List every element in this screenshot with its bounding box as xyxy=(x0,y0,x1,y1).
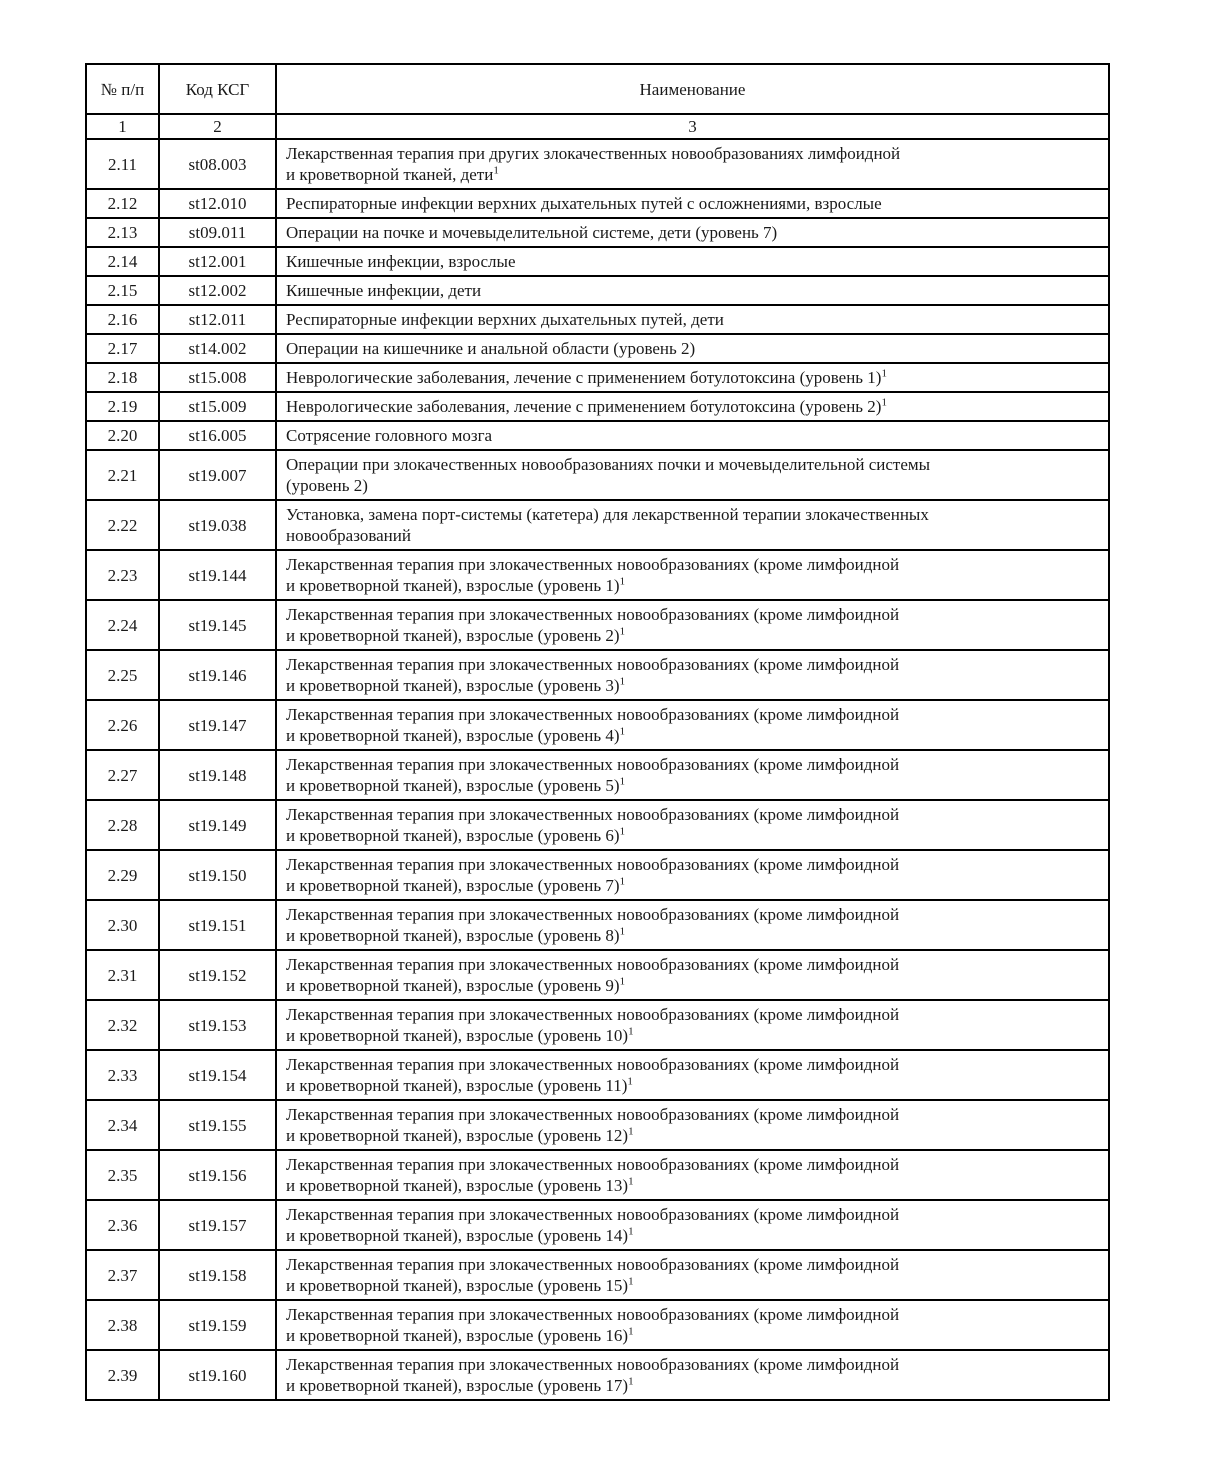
table-row xyxy=(86,1250,1109,1300)
ksg-code-cell: st19.158 xyxy=(159,1250,276,1300)
row-number-cell: 2.36 xyxy=(86,1200,159,1250)
footnote-marker: 1 xyxy=(628,1175,634,1188)
column-number-3: 3 xyxy=(276,114,1109,139)
table-row xyxy=(86,1100,1109,1150)
row-number-cell: 2.38 xyxy=(86,1300,159,1350)
row-number-cell: 2.11 xyxy=(86,139,159,189)
name-cell: Лекарственная терапия при злокачественных новообразованиях (кроме лимфоидной и кроветворной тканей), взрослые (уровень 8)$^1$ xyxy=(276,900,1109,950)
table-row xyxy=(86,1000,1109,1050)
footnote-marker: 1 xyxy=(881,396,887,409)
numbering-row xyxy=(86,114,1109,139)
row-number-cell: 2.33 xyxy=(86,1050,159,1100)
name-cell: Лекарственная терапия при злокачественных новообразованиях (кроме лимфоидной и кроветворной тканей), взрослые (уровень 3)$^1$ xyxy=(276,650,1109,700)
column-header-name: Наименование xyxy=(276,64,1109,114)
name-cell: Операции на почке и мочевыделительной системе, дети (уровень 7) xyxy=(276,218,1109,247)
footnote-marker: 1 xyxy=(619,925,626,938)
table-row xyxy=(86,850,1109,900)
table-row xyxy=(86,421,1109,450)
row-number-cell: 2.35 xyxy=(86,1150,159,1200)
ksg-code-cell: st12.001 xyxy=(159,247,276,276)
row-number-cell: 2.21 xyxy=(86,450,159,500)
ksg-code-cell: st15.009 xyxy=(159,392,276,421)
name-cell: Лекарственная терапия при злокачественных новообразованиях (кроме лимфоидной и кроветворной тканей), взрослые (уровень 6)$^1$ xyxy=(276,800,1109,850)
name-cell: Лекарственная терапия при злокачественных новообразованиях (кроме лимфоидной и кроветворной тканей), взрослые (уровень 10)$^1$ xyxy=(276,1000,1109,1050)
footnote-marker: 1 xyxy=(619,825,626,838)
row-number-cell: 2.37 xyxy=(86,1250,159,1300)
ksg-code-cell: st19.154 xyxy=(159,1050,276,1100)
table-row xyxy=(86,450,1109,500)
name-cell: Сотрясение головного мозга xyxy=(276,421,1109,450)
footnote-marker: 1 xyxy=(619,625,626,638)
ksg-code-cell: st19.152 xyxy=(159,950,276,1000)
footnote-marker: 1 xyxy=(628,1325,634,1338)
name-cell: Лекарственная терапия при злокачественных новообразованиях (кроме лимфоидной и кроветворной тканей), взрослые (уровень 5)$^1$ xyxy=(276,750,1109,800)
row-number-cell: 2.15 xyxy=(86,276,159,305)
ksg-code-cell: st19.156 xyxy=(159,1150,276,1200)
ksg-code-cell: st15.008 xyxy=(159,363,276,392)
table-row xyxy=(86,600,1109,650)
table-row xyxy=(86,1200,1109,1250)
footnote-marker: 1 xyxy=(493,164,499,177)
footnote-marker: 1 xyxy=(628,1275,634,1288)
ksg-code-cell: st16.005 xyxy=(159,421,276,450)
name-cell: Лекарственная терапия при злокачественных новообразованиях (кроме лимфоидной и кроветворной тканей), взрослые (уровень 12)$^1$ xyxy=(276,1100,1109,1150)
table-row xyxy=(86,189,1109,218)
footnote-marker: 1 xyxy=(628,1025,634,1038)
ksg-code-cell: st08.003 xyxy=(159,139,276,189)
header-row xyxy=(86,64,1109,114)
footnote-marker: 1 xyxy=(628,1125,634,1138)
footnote-marker: 1 xyxy=(627,1075,633,1088)
row-number-cell: 2.14 xyxy=(86,247,159,276)
ksg-code-cell: st19.149 xyxy=(159,800,276,850)
ksg-code-cell: st19.155 xyxy=(159,1100,276,1150)
row-number-cell: 2.39 xyxy=(86,1350,159,1400)
name-cell: Респираторные инфекции верхних дыхательных путей, дети xyxy=(276,305,1109,334)
row-number-cell: 2.12 xyxy=(86,189,159,218)
row-number-cell: 2.28 xyxy=(86,800,159,850)
name-cell: Лекарственная терапия при злокачественных новообразованиях (кроме лимфоидной и кроветворной тканей), взрослые (уровень 4)$^1$ xyxy=(276,700,1109,750)
footnote-marker: 1 xyxy=(619,875,626,888)
row-number-cell: 2.20 xyxy=(86,421,159,450)
row-number-cell: 2.24 xyxy=(86,600,159,650)
table-row xyxy=(86,500,1109,550)
row-number-cell: 2.29 xyxy=(86,850,159,900)
ksg-code-cell: st12.010 xyxy=(159,189,276,218)
ksg-code-cell: st19.150 xyxy=(159,850,276,900)
footnote-marker: 1 xyxy=(619,975,626,988)
ksg-code-cell: st19.144 xyxy=(159,550,276,600)
table-row xyxy=(86,334,1109,363)
name-cell: Лекарственная терапия при злокачественных новообразованиях (кроме лимфоидной и кроветворной тканей), взрослые (уровень 17)$^1$ xyxy=(276,1350,1109,1400)
row-number-cell: 2.13 xyxy=(86,218,159,247)
name-cell: Установка, замена порт-системы (катетера) для лекарственной терапии злокачественных новообразований xyxy=(276,500,1109,550)
footnote-marker: 1 xyxy=(619,725,626,738)
column-number-1: 1 xyxy=(86,114,159,139)
table-row xyxy=(86,1150,1109,1200)
ksg-code-cell: st12.011 xyxy=(159,305,276,334)
ksg-code-cell: st19.145 xyxy=(159,600,276,650)
table-row xyxy=(86,1300,1109,1350)
ksg-code-cell: st19.159 xyxy=(159,1300,276,1350)
table-row xyxy=(86,1050,1109,1100)
ksg-code-cell: st12.002 xyxy=(159,276,276,305)
name-cell: Лекарственная терапия при злокачественных новообразованиях (кроме лимфоидной и кроветворной тканей), взрослые (уровень 1)$^1$ xyxy=(276,550,1109,600)
row-number-cell: 2.17 xyxy=(86,334,159,363)
name-cell: Лекарственная терапия при злокачественных новообразованиях (кроме лимфоидной и кроветворной тканей), взрослые (уровень 16)$^1$ xyxy=(276,1300,1109,1350)
row-number-cell: 2.19 xyxy=(86,392,159,421)
ksg-code-cell: st19.157 xyxy=(159,1200,276,1250)
ksg-code-cell: st09.011 xyxy=(159,218,276,247)
row-number-cell: 2.31 xyxy=(86,950,159,1000)
table-row xyxy=(86,276,1109,305)
name-cell: Лекарственная терапия при злокачественных новообразованиях (кроме лимфоидной и кроветворной тканей), взрослые (уровень 15)$^1$ xyxy=(276,1250,1109,1300)
table-row xyxy=(86,700,1109,750)
name-cell: Неврологические заболевания, лечение с применением ботулотоксина (уровень 2)$^1$ xyxy=(276,392,1109,421)
table-row xyxy=(86,900,1109,950)
row-number-cell: 2.30 xyxy=(86,900,159,950)
footnote-marker: 1 xyxy=(619,675,626,688)
column-number-2: 2 xyxy=(159,114,276,139)
footnote-marker: 1 xyxy=(619,775,626,788)
table-body xyxy=(86,139,1109,1400)
table-row xyxy=(86,218,1109,247)
table-header xyxy=(86,64,1109,139)
ksg-code-cell: st19.146 xyxy=(159,650,276,700)
table-row xyxy=(86,650,1109,700)
name-cell: Лекарственная терапия при злокачественных новообразованиях (кроме лимфоидной и кроветворной тканей), взрослые (уровень 7)$^1$ xyxy=(276,850,1109,900)
row-number-cell: 2.18 xyxy=(86,363,159,392)
table-row xyxy=(86,550,1109,600)
row-number-cell: 2.25 xyxy=(86,650,159,700)
name-cell: Лекарственная терапия при злокачественных новообразованиях (кроме лимфоидной и кроветворной тканей), взрослые (уровень 11)$^1$ xyxy=(276,1050,1109,1100)
column-header-num: № п/п xyxy=(86,64,159,114)
row-number-cell: 2.27 xyxy=(86,750,159,800)
row-number-cell: 2.34 xyxy=(86,1100,159,1150)
name-cell: Кишечные инфекции, дети xyxy=(276,276,1109,305)
ksg-code-cell: st14.002 xyxy=(159,334,276,363)
footnote-marker: 1 xyxy=(628,1375,634,1388)
table-row xyxy=(86,363,1109,392)
ksg-code-cell: st19.151 xyxy=(159,900,276,950)
name-cell: Неврологические заболевания, лечение с применением ботулотоксина (уровень 1)$^1$ xyxy=(276,363,1109,392)
ksg-code-cell: st19.160 xyxy=(159,1350,276,1400)
row-number-cell: 2.23 xyxy=(86,550,159,600)
table-row xyxy=(86,392,1109,421)
footnote-marker: 1 xyxy=(619,575,626,588)
table-row xyxy=(86,950,1109,1000)
ksg-code-cell: st19.148 xyxy=(159,750,276,800)
row-number-cell: 2.26 xyxy=(86,700,159,750)
table-row xyxy=(86,750,1109,800)
name-cell: Лекарственная терапия при злокачественных новообразованиях (кроме лимфоидной и кроветворной тканей), взрослые (уровень 9)$^1$ xyxy=(276,950,1109,1000)
name-cell: Лекарственная терапия при других злокачественных новообразованиях лимфоидной и кроветворной тканей, дети$^1$ xyxy=(276,139,1109,189)
ksg-code-cell: st19.007 xyxy=(159,450,276,500)
name-cell: Лекарственная терапия при злокачественных новообразованиях (кроме лимфоидной и кроветворной тканей), взрослые (уровень 14)$^1$ xyxy=(276,1200,1109,1250)
table-row xyxy=(86,139,1109,189)
name-cell: Лекарственная терапия при злокачественных новообразованиях (кроме лимфоидной и кроветворной тканей), взрослые (уровень 2)$^1$ xyxy=(276,600,1109,650)
ksg-code-cell: st19.153 xyxy=(159,1000,276,1050)
footnote-marker: 1 xyxy=(628,1225,634,1238)
footnote-marker: 1 xyxy=(881,367,887,380)
table-row xyxy=(86,305,1109,334)
name-cell: Лекарственная терапия при злокачественных новообразованиях (кроме лимфоидной и кроветворной тканей), взрослые (уровень 13)$^1$ xyxy=(276,1150,1109,1200)
name-cell: Операции на кишечнике и анальной области (уровень 2) xyxy=(276,334,1109,363)
column-header-code: Код КСГ xyxy=(159,64,276,114)
name-cell: Кишечные инфекции, взрослые xyxy=(276,247,1109,276)
ksg-code-cell: st19.147 xyxy=(159,700,276,750)
table-row xyxy=(86,1350,1109,1400)
ksg-code-cell: st19.038 xyxy=(159,500,276,550)
row-number-cell: 2.16 xyxy=(86,305,159,334)
name-cell: Респираторные инфекции верхних дыхательных путей с осложнениями, взрослые xyxy=(276,189,1109,218)
row-number-cell: 2.32 xyxy=(86,1000,159,1050)
name-cell: Операции при злокачественных новообразованиях почки и мочевыделительной системы (уровень 2) xyxy=(276,450,1109,500)
ksg-table xyxy=(85,63,1110,1401)
table-row xyxy=(86,800,1109,850)
table-row xyxy=(86,247,1109,276)
row-number-cell: 2.22 xyxy=(86,500,159,550)
